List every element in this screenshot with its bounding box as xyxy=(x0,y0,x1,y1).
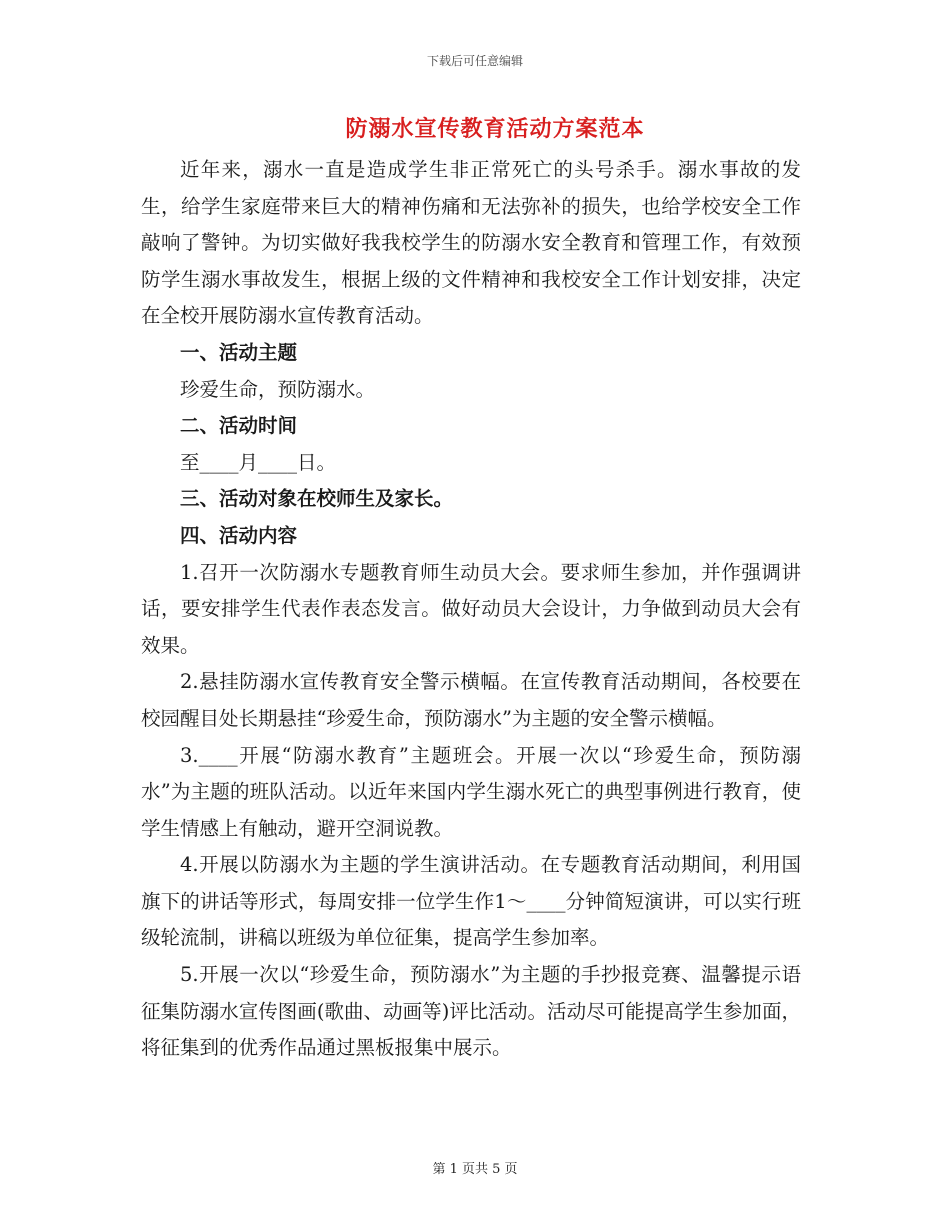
document-title: 防溺水宣传教育活动方案范本 xyxy=(345,116,645,142)
theme-text: 珍爱生命，预防溺水。 xyxy=(180,377,376,401)
time-text: 至____月____日。 xyxy=(180,450,337,474)
section-heading-theme: 一、活动主题 xyxy=(180,340,298,364)
content-item-4: 4.开展以防溺水为主题的学生演讲活动。在专题教育活动期间，利用国旗下的讲话等形式，每周安排一位学生作1～____分钟简短演讲，可以实行班级轮流制，讲稿以班级为单位征集，提高学生参加率。 xyxy=(141,853,801,950)
document-body xyxy=(141,152,801,1067)
content-item-5: 5.开展一次以“珍爱生命，预防溺水”为主题的手抄报竞赛、温馨提示语征集防溺水宣传图画(歌曲、动画等)评比活动。活动尽可能提高学生参加面，将征集到的优秀作品通过黑板报集中展示。 xyxy=(141,963,801,1060)
content-item-2: 2.悬挂防溺水宣传教育安全警示横幅。在宣传教育活动期间，各校要在校园醒目处长期悬挂“珍爱生命，预防溺水”为主题的安全警示横幅。 xyxy=(141,670,801,730)
content-item-1: 1.召开一次防溺水专题教育师生动员大会。要求师生参加，并作强调讲话，要安排学生代表作表态发言。做好动员大会设计，力争做到动员大会有效果。 xyxy=(141,560,801,657)
intro-paragraph: 近年来，溺水一直是造成学生非正常死亡的头号杀手。溺水事故的发生，给学生家庭带来巨大的精神伤痛和无法弥补的损失，也给学校安全工作敲响了警钟。为切实做好我我校学生的防溺水安全教育和管理工作，有效预防学生溺水事故发生，根据上级的文件精神和我校安全工作计划安排，决定在全校开展防溺水宣传教育活动。 xyxy=(141,158,801,328)
section-heading-content: 四、活动内容 xyxy=(180,523,298,547)
section-heading-time: 二、活动时间 xyxy=(180,414,298,438)
section-heading-audience: 三、活动对象在校师生及家长。 xyxy=(180,487,454,511)
page-footer: 第 1 页共 5 页 xyxy=(432,1162,518,1177)
content-item-3: 3.____开展“防溺水教育”主题班会。开展一次以“珍爱生命，预防溺水”为主题的班队活动。以近年来国内学生溺水死亡的典型事例进行教育，使学生情感上有触动，避开空洞说教。 xyxy=(141,743,801,840)
header-note: 下载后可任意编辑 xyxy=(426,54,523,68)
